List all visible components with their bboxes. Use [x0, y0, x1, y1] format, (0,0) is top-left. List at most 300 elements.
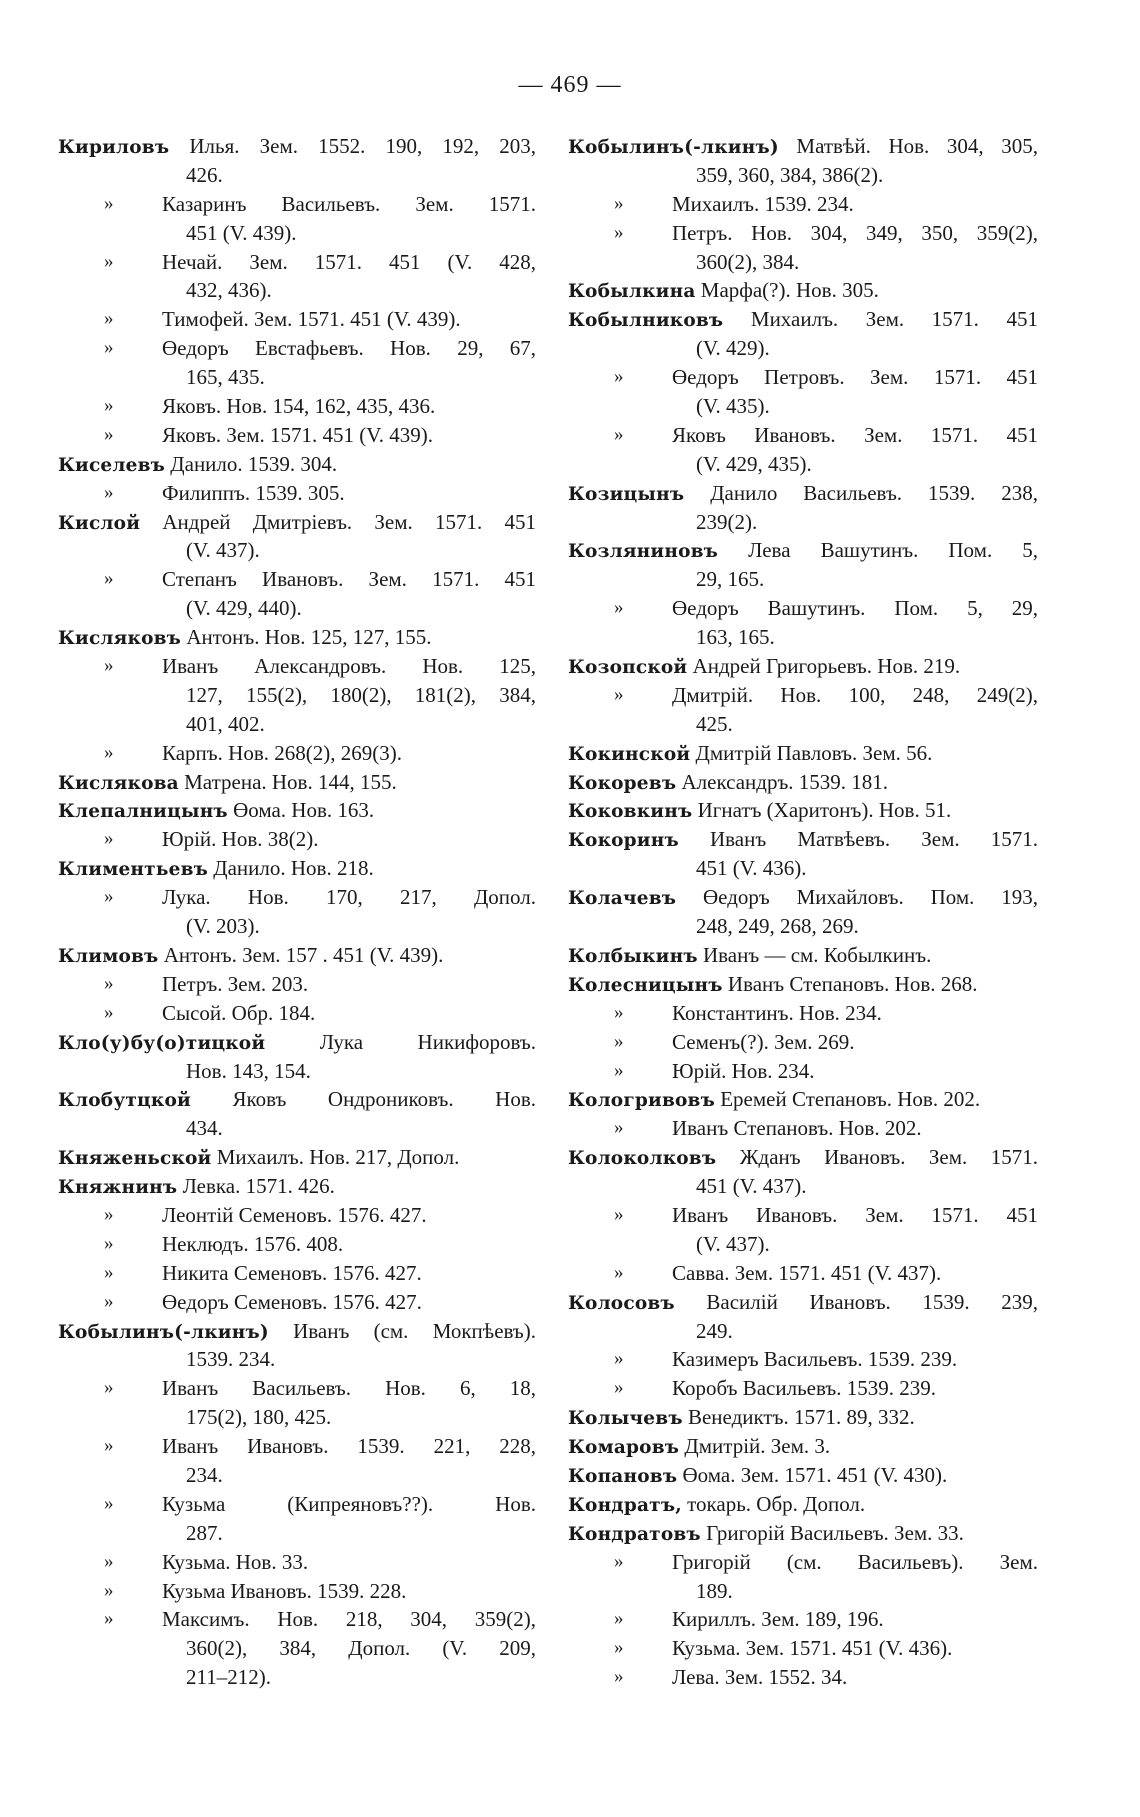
index-subentry [58, 1259, 536, 1288]
index-entry [568, 825, 1038, 854]
index-entry [58, 796, 536, 825]
index-continuation [568, 1577, 1038, 1606]
entry-text [186, 219, 536, 248]
index-subentry [568, 594, 1038, 623]
entry-references: Антонъ. Зем. 157 . 451 (V. 439). [163, 942, 444, 967]
entry-text [696, 1172, 1038, 1201]
entry-references: Константинъ. Нов. 234. [672, 1000, 882, 1025]
entry-text [696, 912, 1038, 941]
entry-references: 434. [186, 1116, 223, 1141]
entry-text [58, 768, 536, 797]
ditto-mark: » [614, 1203, 624, 1225]
surname-heading: Клобутцкой [58, 1090, 191, 1112]
entry-text [162, 1259, 536, 1288]
index-subentry [568, 1057, 1038, 1086]
index-continuation [568, 710, 1038, 739]
index-continuation [58, 219, 536, 248]
entry-references: 127, 155(2), 180(2), 181(2), 384, [186, 682, 536, 707]
entry-references: Максимъ. Нов. 218, 304, 359(2), [162, 1607, 536, 1632]
entry-text [58, 1317, 536, 1346]
ditto-mark: » [104, 481, 114, 503]
entry-text [58, 1143, 536, 1172]
ditto-mark: » [104, 1608, 114, 1630]
index-subentry [568, 219, 1038, 248]
ditto-mark: » [104, 828, 114, 850]
ditto-mark: » [104, 1261, 114, 1283]
index-continuation [58, 1057, 536, 1086]
entry-text [568, 970, 1038, 999]
index-subentry [58, 190, 536, 219]
ditto-mark: » [614, 1261, 624, 1283]
entry-references: 165, 435. [186, 365, 265, 390]
entry-references: Кузьма Ивановъ. 1539. 228. [162, 1578, 407, 1603]
index-subentry [58, 305, 536, 334]
entry-references: Карпъ. Нов. 268(2), 269(3). [162, 740, 402, 765]
entry-text [162, 883, 536, 912]
entry-references: Василiй Ивановъ. 1539. 239, [706, 1289, 1038, 1314]
entry-references: Петръ. Нов. 304, 349, 350, 359(2), [672, 220, 1038, 245]
entry-text [568, 276, 1038, 305]
ditto-mark: » [614, 1666, 624, 1688]
index-entry [58, 1028, 536, 1057]
entry-references: Иванъ Ивановъ. Зем. 1571. 451 [672, 1202, 1038, 1227]
index-continuation [58, 536, 536, 565]
ditto-mark: » [614, 1637, 624, 1659]
index-continuation [58, 276, 536, 305]
entry-text [672, 1634, 1038, 1663]
entry-text [568, 652, 1038, 681]
entry-references: Дмитрiй. Зем. 3. [684, 1434, 831, 1459]
index-subentry [58, 970, 536, 999]
surname-heading: Колачевъ [568, 888, 677, 910]
entry-text [58, 508, 536, 537]
surname-heading: Козопской [568, 657, 688, 679]
index-entry [58, 132, 536, 161]
entry-text [186, 536, 536, 565]
entry-references: Андрей Григорьевъ. Нов. 219. [692, 654, 961, 679]
index-subentry [58, 1201, 536, 1230]
entry-references: Михаилъ. Нов. 217, Допол. [216, 1145, 460, 1170]
entry-references: Өедоръ Семеновъ. 1576. 427. [162, 1289, 422, 1314]
index-entry [568, 1432, 1038, 1461]
entry-references: Игнатъ (Харитонъ). Нов. 51. [697, 798, 952, 823]
ditto-mark: » [614, 1059, 624, 1081]
index-continuation [568, 854, 1038, 883]
entry-references: Петръ. Зем. 203. [162, 971, 309, 996]
entry-references: 432, 436). [186, 278, 272, 303]
entry-text [186, 161, 536, 190]
entry-text [672, 219, 1038, 248]
entry-text [696, 334, 1038, 363]
entry-references: 451 (V. 436). [696, 856, 807, 881]
entry-references: Антонъ. Нов. 125, 127, 155. [186, 625, 432, 650]
entry-references: Иванъ Александровъ. Нов. 125, [162, 654, 536, 679]
index-subentry [568, 1634, 1038, 1663]
entry-text [568, 1143, 1038, 1172]
entry-text [186, 1345, 536, 1374]
entry-text [58, 1085, 536, 1114]
entry-text [672, 1259, 1038, 1288]
ditto-mark: » [104, 972, 114, 994]
index-continuation [58, 1663, 536, 1692]
ditto-mark: » [104, 1290, 114, 1312]
surname-heading: Колесницынъ [568, 974, 723, 996]
index-entry [58, 854, 536, 883]
entry-references: Өедоръ Евстафьевъ. Нов. 29, 67, [162, 336, 536, 361]
entry-text [568, 739, 1038, 768]
entry-text [696, 1230, 1038, 1259]
index-continuation [568, 508, 1038, 537]
entry-text [672, 363, 1038, 392]
ditto-mark: » [614, 1117, 624, 1139]
entry-references: Юрiй. Нов. 234. [672, 1058, 815, 1083]
entry-references: Степанъ Ивановъ. Зем. 1571. 451 [162, 567, 536, 592]
index-subentry [568, 190, 1038, 219]
entry-text [58, 1172, 536, 1201]
entry-text [696, 565, 1038, 594]
entry-text [162, 479, 536, 508]
surname-heading: Колычевъ [568, 1408, 683, 1430]
entry-references: Иванъ Степановъ. Нов. 202. [672, 1116, 922, 1141]
entry-references: Марфа(?). Нов. 305. [700, 278, 879, 303]
index-subentry [568, 681, 1038, 710]
entry-text [162, 1577, 536, 1606]
index-subentry [568, 1114, 1038, 1143]
index-subentry [58, 739, 536, 768]
entry-text [162, 825, 536, 854]
ditto-mark: » [614, 1608, 624, 1630]
surname-heading: Козицынъ [568, 483, 685, 505]
entry-references: Данило Васильевъ. 1539. 238, [710, 480, 1038, 505]
entry-text [672, 1345, 1038, 1374]
entry-text [672, 1028, 1038, 1057]
ditto-mark: » [104, 1001, 114, 1023]
index-entry [568, 305, 1038, 334]
index-subentry [568, 421, 1038, 450]
entry-references: Матвѣй. Нов. 304, 305, [796, 134, 1038, 158]
index-subentry [568, 1028, 1038, 1057]
entry-references: 248, 249, 268, 269. [696, 914, 859, 939]
surname-heading: Княжнинъ [58, 1177, 178, 1199]
surname-heading: Кобылниковъ [568, 310, 724, 332]
index-continuation [58, 1634, 536, 1663]
entry-references: Коробъ Васильевъ. 1539. 239. [672, 1376, 936, 1401]
index-subentry [568, 1201, 1038, 1230]
surname-heading: Кислякова [58, 772, 179, 794]
surname-heading: Козляниновъ [568, 541, 719, 563]
surname-heading: Климовъ [58, 945, 159, 967]
index-subentry [58, 999, 536, 1028]
index-entry [568, 1085, 1038, 1114]
index-subentry [58, 1548, 536, 1577]
entry-references: Иванъ Матвѣевъ. Зем. 1571. [710, 827, 1038, 852]
index-continuation [568, 334, 1038, 363]
index-entry [568, 1490, 1038, 1519]
ditto-mark: » [104, 250, 114, 272]
entry-references: 425. [696, 711, 733, 736]
entry-text [186, 363, 536, 392]
entry-text [568, 536, 1038, 565]
entry-references: 249. [696, 1318, 733, 1343]
entry-references: 163, 165. [696, 625, 775, 650]
entry-text [672, 1548, 1038, 1577]
surname-heading: Кондратъ, [568, 1494, 682, 1516]
entry-text [696, 1577, 1038, 1606]
index-continuation [58, 1403, 536, 1432]
entry-text [162, 1374, 536, 1403]
entry-references: Лева Вашутинъ. Пом. 5, [748, 538, 1038, 563]
index-subentry [58, 1374, 536, 1403]
entry-references: (V. 203). [186, 914, 260, 939]
ditto-mark: » [104, 1550, 114, 1572]
entry-text [672, 999, 1038, 1028]
entry-text [186, 594, 536, 623]
ditto-mark: » [104, 337, 114, 359]
surname-heading: Кокоревъ [568, 772, 677, 794]
entry-references: Жданъ Ивановъ. Зем. 1571. [739, 1145, 1038, 1170]
entry-references: Өедоръ Петровъ. Зем. 1571. 451 [672, 365, 1038, 390]
entry-references: 426. [186, 162, 223, 187]
entry-references: Илья. Зем. 1552. 190, 192, 203, [189, 134, 536, 158]
entry-references: Өома. Нов. 163. [233, 798, 375, 823]
entry-text [186, 1634, 536, 1663]
entry-references: Яковъ Ивановъ. Зем. 1571. 451 [672, 422, 1038, 447]
entry-references: Михаилъ. 1539. 234. [672, 191, 854, 216]
entry-text [162, 334, 536, 363]
index-entry [568, 768, 1038, 797]
entry-text [568, 941, 1038, 970]
entry-references: 360(2), 384, Допол. (V. 209, [186, 1636, 536, 1661]
entry-references: Тимофей. Зем. 1571. 451 (V. 439). [162, 307, 461, 332]
entry-text [162, 970, 536, 999]
surname-heading: Княженьской [58, 1148, 212, 1170]
index-continuation [58, 161, 536, 190]
entry-text [162, 1432, 536, 1461]
entry-text [696, 392, 1038, 421]
index-continuation [58, 363, 536, 392]
ditto-mark: » [104, 395, 114, 417]
ditto-mark: » [104, 1203, 114, 1225]
ditto-mark: » [614, 683, 624, 705]
index-entry [58, 508, 536, 537]
entry-text [696, 1317, 1038, 1346]
entry-references: Яковъ Ондрониковъ. Нов. [232, 1087, 536, 1112]
entry-text [186, 1057, 536, 1086]
ditto-mark: » [104, 1492, 114, 1514]
entry-references: (V. 429). [696, 336, 770, 361]
ditto-mark: » [614, 192, 624, 214]
index-entry [568, 941, 1038, 970]
entry-text [568, 1403, 1038, 1432]
entry-references: Иванъ Степановъ. Нов. 268. [727, 971, 978, 996]
entry-references: 234. [186, 1462, 223, 1487]
ditto-mark: » [614, 366, 624, 388]
entry-text [162, 1605, 536, 1634]
entry-references: Левка. 1571. 426. [182, 1174, 335, 1199]
entry-text [58, 132, 536, 161]
index-subentry [58, 1490, 536, 1519]
entry-text [186, 1114, 536, 1143]
surname-heading: Копановъ [568, 1465, 678, 1487]
entry-references: Иванъ Васильевъ. Нов. 6, 18, [162, 1376, 536, 1401]
entry-text [672, 1605, 1038, 1634]
entry-references: Иванъ (см. Мокпѣевъ). [293, 1318, 536, 1343]
entry-text [568, 825, 1038, 854]
entry-references: 29, 165. [696, 567, 765, 592]
entry-text [568, 1085, 1038, 1114]
entry-references: Юрiй. Нов. 38(2). [162, 827, 319, 852]
index-subentry [568, 1663, 1038, 1692]
entry-text [162, 652, 536, 681]
ditto-mark: » [104, 741, 114, 763]
index-continuation [568, 392, 1038, 421]
index-continuation [568, 912, 1038, 941]
entry-references: Матрена. Нов. 144, 155. [184, 769, 397, 794]
entry-references: (V. 437). [186, 538, 260, 563]
entry-text [162, 248, 536, 277]
ditto-mark: » [614, 1001, 624, 1023]
entry-references: Кириллъ. Зем. 189, 196. [672, 1607, 884, 1632]
surname-heading: Колбыкинъ [568, 945, 698, 967]
index-entry [568, 1288, 1038, 1317]
index-subentry [568, 363, 1038, 392]
entry-references: Данило. Нов. 218. [213, 856, 374, 881]
index-continuation [58, 1345, 536, 1374]
index-continuation [568, 565, 1038, 594]
entry-references: Иванъ — см. Кобылкинъ. [702, 942, 932, 967]
ditto-mark: » [104, 308, 114, 330]
entry-text [696, 854, 1038, 883]
entry-text [186, 912, 536, 941]
entry-references: Лука Никифоровъ. [319, 1029, 536, 1054]
entry-references: Михаилъ. Зем. 1571. 451 [750, 307, 1038, 332]
entry-references: Нечай. Зем. 1571. 451 (V. 428, [162, 249, 536, 274]
entry-references: токарь. Обр. Допол. [687, 1491, 866, 1516]
entry-text [186, 1663, 536, 1692]
index-subentry [58, 421, 536, 450]
ditto-mark: » [614, 423, 624, 445]
entry-text [568, 1288, 1038, 1317]
entry-text [58, 796, 536, 825]
entry-references: Григорiй (см. Васильевъ). Зем. [672, 1549, 1038, 1574]
entry-text [696, 710, 1038, 739]
index-entry [568, 132, 1038, 161]
index-continuation [568, 450, 1038, 479]
entry-references: Андрей Дмитрiевъ. Зем. 1571. 451 [162, 509, 536, 534]
entry-text [58, 854, 536, 883]
entry-references: Никита Семеновъ. 1576. 427. [162, 1260, 422, 1285]
entry-references: Лука. Нов. 170, 217, Допол. [162, 885, 536, 910]
index-subentry [58, 1577, 536, 1606]
entry-references: Дмитрiй. Нов. 100, 248, 249(2), [672, 682, 1038, 707]
surname-heading: Колосовъ [568, 1292, 675, 1314]
entry-text [672, 594, 1038, 623]
ditto-mark: » [614, 1550, 624, 1572]
surname-heading: Кобылинъ(-лкинъ) [568, 137, 779, 158]
index-subentry [568, 1548, 1038, 1577]
entry-references: Казаринъ Васильевъ. Зем. 1571. [162, 191, 536, 216]
ditto-mark: » [614, 1377, 624, 1399]
entry-references: Кузьма (Кипреяновъ??). Нов. [162, 1491, 536, 1516]
entry-text [186, 710, 536, 739]
entry-text [186, 681, 536, 710]
index-continuation [568, 1172, 1038, 1201]
entry-references: Өома. Зем. 1571. 451 (V. 430). [682, 1462, 948, 1487]
index-subentry [58, 1432, 536, 1461]
index-entry [58, 450, 536, 479]
entry-text [58, 1028, 536, 1057]
index-entry [58, 1317, 536, 1346]
entry-text [162, 421, 536, 450]
index-subentry [58, 565, 536, 594]
surname-heading: Кобылкина [568, 281, 696, 303]
entry-text [186, 1461, 536, 1490]
entry-references: Еремей Степановъ. Нов. 202. [720, 1087, 981, 1112]
index-continuation [568, 623, 1038, 652]
entry-text [568, 479, 1038, 508]
surname-heading: Кло(у)бу(о)тицкой [58, 1032, 266, 1054]
entry-text [162, 565, 536, 594]
index-subentry [58, 479, 536, 508]
index-continuation [58, 594, 536, 623]
surname-heading: Клепалницынъ [58, 801, 228, 823]
index-subentry [58, 334, 536, 363]
index-entry [568, 883, 1038, 912]
index-subentry [568, 1374, 1038, 1403]
index-continuation [568, 1317, 1038, 1346]
ditto-mark: » [614, 1030, 624, 1052]
index-entry [568, 1461, 1038, 1490]
entry-references: Иванъ Ивановъ. 1539. 221, 228, [162, 1434, 536, 1459]
entry-references: (V. 437). [696, 1231, 770, 1256]
index-subentry [58, 825, 536, 854]
entry-references: 451 (V. 439). [186, 220, 297, 245]
entry-references: 287. [186, 1520, 223, 1545]
entry-references: Нов. 143, 154. [186, 1058, 311, 1083]
entry-references: Кузьма. Зем. 1571. 451 (V. 436). [672, 1636, 953, 1661]
index-entry [58, 1085, 536, 1114]
index-continuation [58, 1519, 536, 1548]
entry-text [162, 1548, 536, 1577]
entry-text [672, 421, 1038, 450]
surname-heading: Кондратовъ [568, 1523, 701, 1545]
index-entry [568, 536, 1038, 565]
entry-text [186, 276, 536, 305]
entry-references: 189. [696, 1578, 733, 1603]
entry-references: (V. 429, 435). [696, 451, 812, 476]
entry-text [58, 941, 536, 970]
entry-text [162, 305, 536, 334]
entry-references: 451 (V. 437). [696, 1174, 807, 1199]
ditto-mark: » [104, 568, 114, 590]
entry-references: Лева. Зем. 1552. 34. [672, 1665, 848, 1690]
index-subentry [58, 1230, 536, 1259]
entry-text [162, 739, 536, 768]
entry-text [696, 248, 1038, 277]
entry-references: Яковъ. Нов. 154, 162, 435, 436. [162, 394, 436, 419]
index-continuation [58, 710, 536, 739]
index-entry [58, 1172, 536, 1201]
surname-heading: Кокинской [568, 743, 691, 765]
entry-text [568, 768, 1038, 797]
index-continuation [58, 1114, 536, 1143]
index-subentry [568, 999, 1038, 1028]
entry-text [162, 1490, 536, 1519]
index-entry [58, 1143, 536, 1172]
entry-references: Данило. 1539. 304. [170, 451, 338, 476]
ditto-mark: » [614, 221, 624, 243]
index-subentry [568, 1345, 1038, 1374]
